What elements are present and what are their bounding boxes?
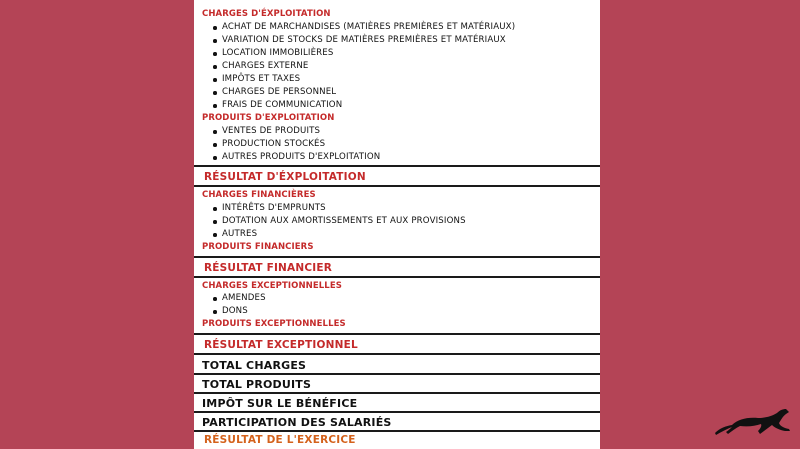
charges-financieres-heading: CHARGES FINANCIÈRES xyxy=(202,190,316,200)
list-item: IMPÔTS ET TAXES xyxy=(222,74,301,84)
divider xyxy=(194,165,600,167)
list-item: FRAIS DE COMMUNICATION xyxy=(222,100,343,110)
produits-financiers-heading: PRODUITS FINANCIERS xyxy=(202,242,314,252)
divider xyxy=(194,411,600,413)
resultat-exceptionnel: RÉSULTAT EXCEPTIONNEL xyxy=(204,339,358,351)
divider xyxy=(194,256,600,258)
charges-exploitation-heading: CHARGES D'ÉXPLOITATION xyxy=(202,9,331,19)
resultat-exercice: RÉSULTAT DE L'EXERCICE xyxy=(204,434,356,446)
divider xyxy=(194,430,600,432)
list-item: AMENDES xyxy=(222,293,266,303)
total-produits: TOTAL PRODUITS xyxy=(202,378,312,391)
list-item: CHARGES EXTERNE xyxy=(222,61,309,71)
produits-exceptionnels-heading: PRODUITS EXCEPTIONNELLES xyxy=(202,319,346,329)
total-charges: TOTAL CHARGES xyxy=(202,359,307,372)
list-item: ACHAT DE MARCHANDISES (MATIÈRES PREMIÈRES ET MATÉRIAUX) xyxy=(222,22,516,32)
list-item: AUTRES PRODUITS D'EXPLOITATION xyxy=(222,152,381,162)
divider xyxy=(194,373,600,375)
list-item: VENTES DE PRODUITS xyxy=(222,126,321,136)
divider xyxy=(194,276,600,278)
list-item: DOTATION AUX AMORTISSEMENTS ET AUX PROVISIONS xyxy=(222,216,466,226)
divider xyxy=(194,185,600,187)
list-item: AUTRES xyxy=(222,229,258,239)
list-item: CHARGES DE PERSONNEL xyxy=(222,87,337,97)
list-item: PRODUCTION STOCKÉS xyxy=(222,139,326,149)
list-item: LOCATION IMMOBILIÈRES xyxy=(222,48,334,58)
divider xyxy=(194,333,600,335)
divider xyxy=(194,353,600,355)
greyhound-silhouette-icon xyxy=(712,404,792,440)
divider xyxy=(194,392,600,394)
list-item: INTÉRÊTS D'EMPRUNTS xyxy=(222,203,326,213)
produits-exploitation-heading: PRODUITS D'EXPLOITATION xyxy=(202,113,335,123)
resultat-financier: RÉSULTAT FINANCIER xyxy=(204,262,333,274)
list-item: VARIATION DE STOCKS DE MATIÈRES PREMIÈRES ET MATÉRIAUX xyxy=(222,35,506,45)
impot-benefice: IMPÔT SUR LE BÉNÉFICE xyxy=(202,397,358,410)
resultat-exploitation: RÉSULTAT D'ÉXPLOITATION xyxy=(204,171,366,183)
list-item: DONS xyxy=(222,306,248,316)
charges-exceptionnelles-heading: CHARGES EXCEPTIONNELLES xyxy=(202,281,342,291)
income-statement-sheet xyxy=(194,0,600,449)
participation-salaries: PARTICIPATION DES SALARIÉS xyxy=(202,416,392,429)
